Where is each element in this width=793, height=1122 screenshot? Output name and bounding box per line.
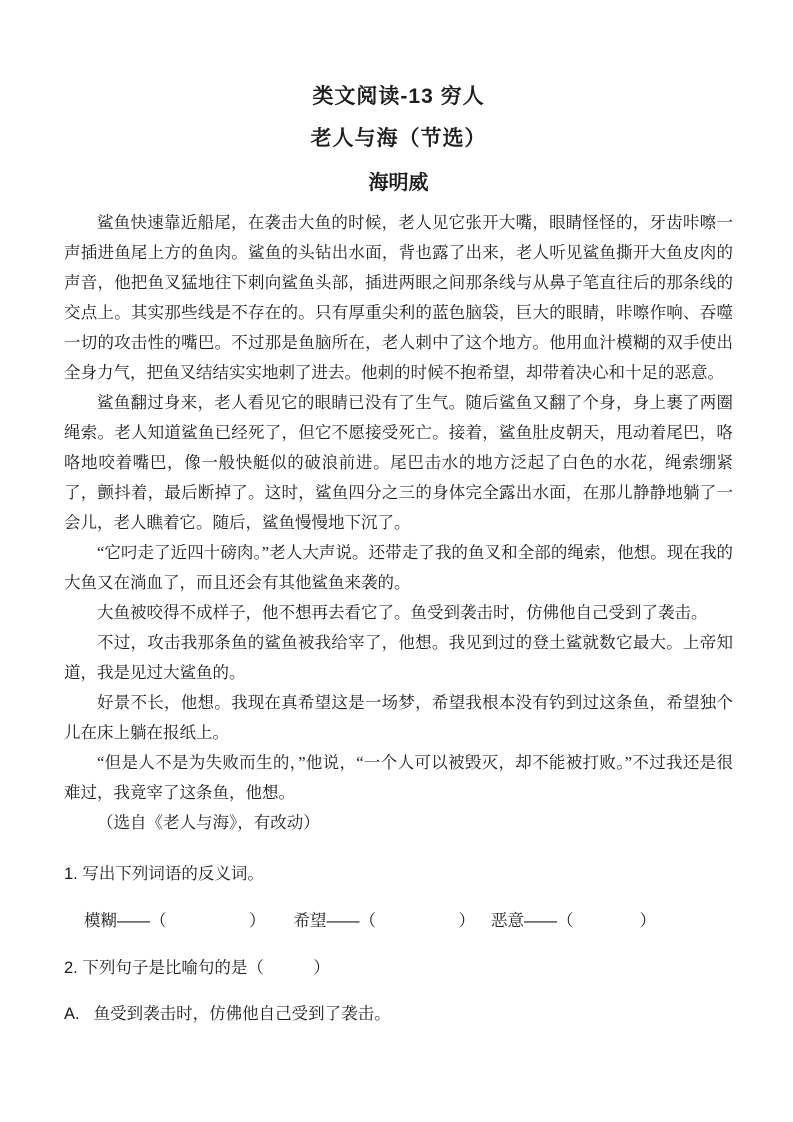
article-paragraph-2: 鲨鱼翻过身来，老人看见它的眼睛已没有了生气。随后鲨鱼又翻了个身，身上裹了两圈绳索。老人知道鲨鱼已经死了，但它不愿接受死亡。接着，鲨鱼肚皮朝天，甩动着尾巴，咯咯地咬着嘴巴，像一般快艇似的破浪前进。尾巴击水的地方泛起了白色的水花，绳索绷紧了，颤抖着，最后断掉了。这时，鲨鱼四分之三的身体完全露出水面，在那儿静静地躺了一会儿，老人瞧着它。随后，鲨鱼慢慢地下沉了。 <box>64 393 733 532</box>
article-paragraph-1: 鲨鱼快速靠近船尾，在袭击大鱼的时候，老人见它张开大嘴，眼睛怪怪的，牙齿咔嚓一声插进鱼尾上方的鱼肉。鲨鱼的头钻出水面，背也露了出来，老人听见鲨鱼撕开大鱼皮肉的声音，他把鱼叉猛地往下刺向鲨鱼头部，插进两眼之间那条线与从鼻子笔直往后的那条线的交点上。其实那些线是不存在的。只有厚重尖利的蓝色脑袋，巨大的眼睛，咔嚓作响、吞噬一切的攻击性的嘴巴。不过那是鱼脑所在，老人刺中了这个地方。他用血汁模糊的双手使出全身力气，把鱼叉结结实实地刺了进去。他刺的时候不抱希望，却带着决心和十足的恶意。 <box>64 213 733 382</box>
option-a-text: 鱼受到袭击时，仿佛他自己受到了袭击。 <box>93 1005 391 1023</box>
questions-section <box>64 862 733 1026</box>
antonym-blanks-row <box>64 908 733 934</box>
article-paragraph-3: “它叼走了近四十磅肉。”老人大声说。还带走了我的鱼叉和全部的绳索，他想。现在我的大鱼又在淌血了，而且还会有其他鲨鱼来袭的。 <box>64 543 733 592</box>
question-2: 2. 下列句子是比喻句的是（ ） <box>64 959 330 977</box>
question-2-option-a <box>64 1002 733 1026</box>
article-paragraph-7: “但是人不是为失败而生的，”他说，“一个人可以被毁灭，却不能被打败。”不过我还是很难过，我竟宰了这条鱼，他想。 <box>64 753 733 802</box>
article-author: 海明威 <box>368 172 429 194</box>
option-a-label: A. <box>64 1005 80 1023</box>
question-1: 1. 写出下列词语的反义词。 <box>64 865 264 883</box>
antonym-blank-xiwang: 希望——（ ） <box>293 912 475 930</box>
lesson-title: 类文阅读-13 穷人 <box>312 85 485 108</box>
antonym-blank-eyi: 恶意——（ ） <box>491 912 656 930</box>
article-paragraph-6: 好景不长，他想。我现在真希望这是一场梦，希望我根本没有钓到过这条鱼，希望独个儿在床上躺在报纸上。 <box>64 693 733 742</box>
article-paragraph-5: 不过，攻击我那条鱼的鲨鱼被我给宰了，他想。我见到过的登土鲨就数它最大。上帝知道，我是见过大鲨鱼的。 <box>64 633 733 682</box>
article-body <box>64 208 733 838</box>
article-paragraph-4: 大鱼被咬得不成样子，他不想再去看它了。鱼受到袭击时，仿佛他自己受到了袭击。 <box>97 603 708 622</box>
antonym-blank-mohu: 模糊——（ ） <box>84 912 266 930</box>
article-title: 老人与海（节选） <box>310 127 487 150</box>
source-attribution: （选自《老人与海》，有改动） <box>97 813 320 832</box>
